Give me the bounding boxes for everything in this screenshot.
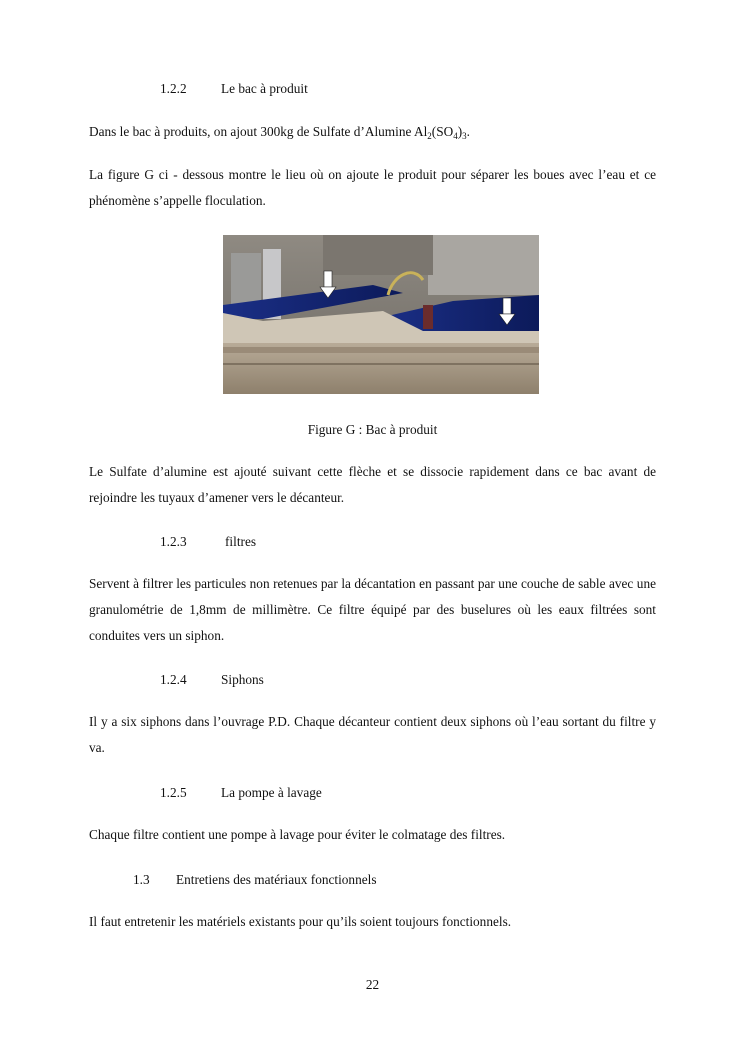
paragraph-figure-intro: La figure G ci - dessous montre le lieu où on ajoute le produit pour séparer les boues avec l’eau et ce phénomène s’appelle floculation.	[89, 167, 656, 208]
text-run: )	[457, 124, 463, 139]
page-number: 22	[365, 977, 380, 992]
figure-photo	[223, 235, 539, 394]
subscript: 2	[427, 131, 432, 141]
heading-title: Entretiens des matériaux fonctionnels	[176, 872, 377, 887]
heading-title: Le bac à produit	[221, 81, 308, 96]
figure-caption: Figure G : Bac à produit	[307, 422, 438, 437]
paragraph-filtres: Servent à filtrer les particules non retenues par la décantation en passant par une couche de sable avec une granulométrie de 1,8mm de millimètre. Ce filtre équipé par des buselures où les eaux filtrées sont conduites vers un siphon.	[89, 576, 656, 643]
heading-number: 1.2.5	[160, 785, 187, 800]
paragraph-entretien: Il faut entretenir les matériels existants pour qu’ils soient toujours fonctionnels.	[89, 914, 512, 929]
heading-1-3	[133, 870, 377, 890]
subscript: 3	[462, 131, 467, 141]
paragraph-pompe-lavage: Chaque filtre contient une pompe à lavage pour éviter le colmatage des filtres.	[89, 827, 506, 842]
text-run: Dans le bac à produits, on ajout 300kg de Sulfate d’Alumine Al	[89, 124, 428, 139]
heading-1-2-5	[160, 783, 322, 803]
heading-1-2-2	[160, 79, 308, 99]
paragraph-sulfate-dissociation: Le Sulfate d’alumine est ajouté suivant cette flèche et se dissocie rapidement dans ce bac avant de rejoindre les tuyaux d’amener vers le décanteur.	[89, 464, 656, 505]
photo-bac-a-produit	[223, 235, 539, 394]
subscript: 4	[453, 131, 458, 141]
heading-number: 1.2.2	[160, 81, 187, 96]
heading-title: La pompe à lavage	[221, 785, 322, 800]
paragraph-siphons: Il y a six siphons dans l’ouvrage P.D. Chaque décanteur contient deux siphons où l’eau sortant du filtre y va.	[89, 714, 656, 755]
heading-number: 1.3	[133, 872, 150, 887]
heading-number: 1.2.3	[160, 534, 187, 549]
heading-1-2-4	[160, 670, 264, 690]
text-run: .	[466, 124, 470, 139]
heading-number: 1.2.4	[160, 672, 187, 687]
paragraph-sulfate-quantity	[89, 119, 656, 146]
text-run: (SO	[431, 124, 454, 139]
heading-title: filtres	[225, 534, 257, 549]
heading-1-2-3	[160, 532, 256, 552]
heading-title: Siphons	[221, 672, 264, 687]
